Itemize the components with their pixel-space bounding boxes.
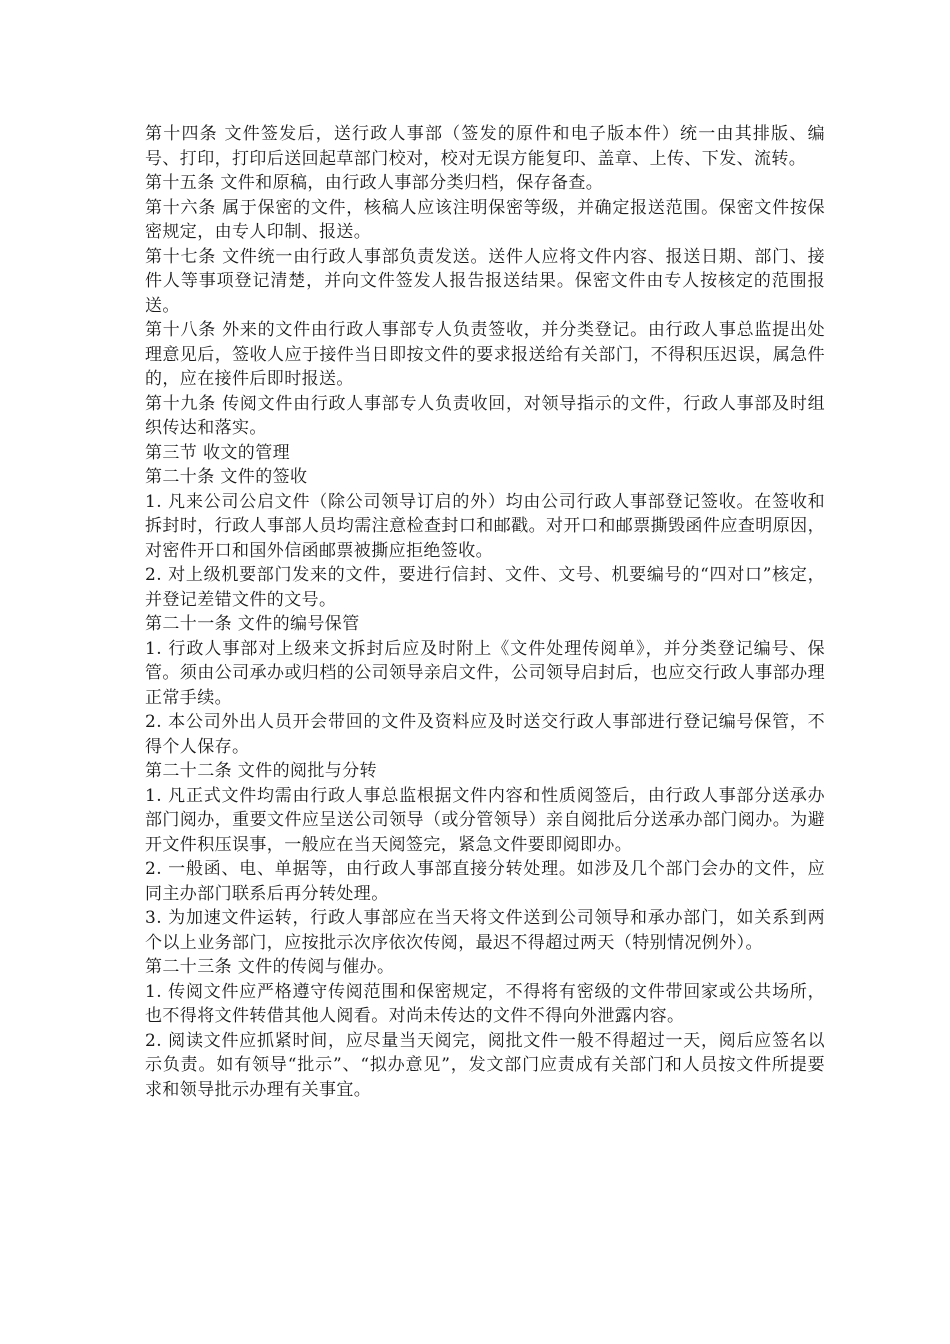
article-20-item-2: 2. 对上级机要部门发来的文件，要进行信封、文件、文号、机要编号的“四对口”核定，并登记差错文件的文号。	[145, 565, 825, 610]
document-body	[145, 122, 825, 1102]
article-21-item-1: 1. 行政人事部对上级来文拆封后应及时附上《文件处理传阅单》，并分类登记编号、保管。须由公司承办或归档的公司领导亲启文件，公司领导启封后，也应交行政人事部办理正常手续。	[145, 638, 825, 708]
article-20-item-1: 1. 凡来公司公启文件（除公司领导订启的外）均由公司行政人事部登记签收。在签收和拆封时，行政人事部人员均需注意检查封口和邮戳。对开口和邮票撕毁函件应查明原因，对密件开口和国外信函邮票被撕应拒绝签收。	[145, 491, 825, 561]
article-23-item-2: 2. 阅读文件应抓紧时间，应尽量当天阅完，阅批文件一般不得超过一天，阅后应签名以示负责。如有领导“批示”、“拟办意见”，发文部门应责成有关部门和人员按文件所提要求和领导批示办理有关事宜。	[145, 1030, 825, 1100]
article-22-item-3: 3. 为加速文件运转，行政人事部应在当天将文件送到公司领导和承办部门，如关系到两个以上业务部门，应按批示次序依次传阅，最迟不得超过两天（特别情况例外）。	[145, 908, 825, 953]
article-15: 第十五条 文件和原稿，由行政人事部分类归档，保存备查。	[145, 173, 604, 193]
article-22-item-2: 2. 一般函、电、单据等，由行政人事部直接分转处理。如涉及几个部门会办的文件，应同主办部门联系后再分转处理。	[145, 859, 825, 904]
article-21-heading: 第二十一条 文件的编号保管	[145, 614, 360, 634]
article-17: 第十七条 文件统一由行政人事部负责发送。送件人应将文件内容、报送日期、部门、接件人等事项登记清楚，并向文件签发人报告报送结果。保密文件由专人按核定的范围报送。	[145, 246, 825, 316]
article-16: 第十六条 属于保密的文件，核稿人应该注明保密等级，并确定报送范围。保密文件按保密规定，由专人印制、报送。	[145, 197, 825, 242]
article-22-heading: 第二十二条 文件的阅批与分转	[145, 761, 378, 781]
article-18: 第十八条 外来的文件由行政人事部专人负责签收，并分类登记。由行政人事总监提出处理意见后，签收人应于接件当日即按文件的要求报送给有关部门，不得积压迟误，属急件的，应在接件后即时报送。	[145, 320, 825, 389]
article-23-heading: 第二十三条 文件的传阅与催办。	[145, 957, 395, 977]
article-23-item-1: 1. 传阅文件应严格遵守传阅范围和保密规定，不得将有密级的文件带回家或公共场所，也不得将文件转借其他人阅看。对尚未传达的文件不得向外泄露内容。	[145, 981, 825, 1026]
article-21-item-2: 2. 本公司外出人员开会带回的文件及资料应及时送交行政人事部进行登记编号保管，不得个人保存。	[145, 712, 825, 757]
article-14: 第十四条 文件签发后，送行政人事部（签发的原件和电子版本件）统一由其排版、编号、打印，打印后送回起草部门校对，校对无误方能复印、盖章、上传、下发、流转。	[145, 124, 825, 169]
article-19: 第十九条 传阅文件由行政人事部专人负责收回，对领导指示的文件，行政人事部及时组织传达和落实。	[145, 393, 825, 438]
section-3-heading: 第三节 收文的管理	[145, 442, 291, 463]
article-22-item-1: 1. 凡正式文件均需由行政人事总监根据文件内容和性质阅签后，由行政人事部分送承办部门阅办，重要文件应呈送公司领导（或分管领导）亲自阅批后分送承办部门阅办。为避开文件积压误事，一般应在当天阅签完，紧急文件要即阅即办。	[145, 785, 825, 855]
article-20-heading: 第二十条 文件的签收	[145, 467, 308, 487]
